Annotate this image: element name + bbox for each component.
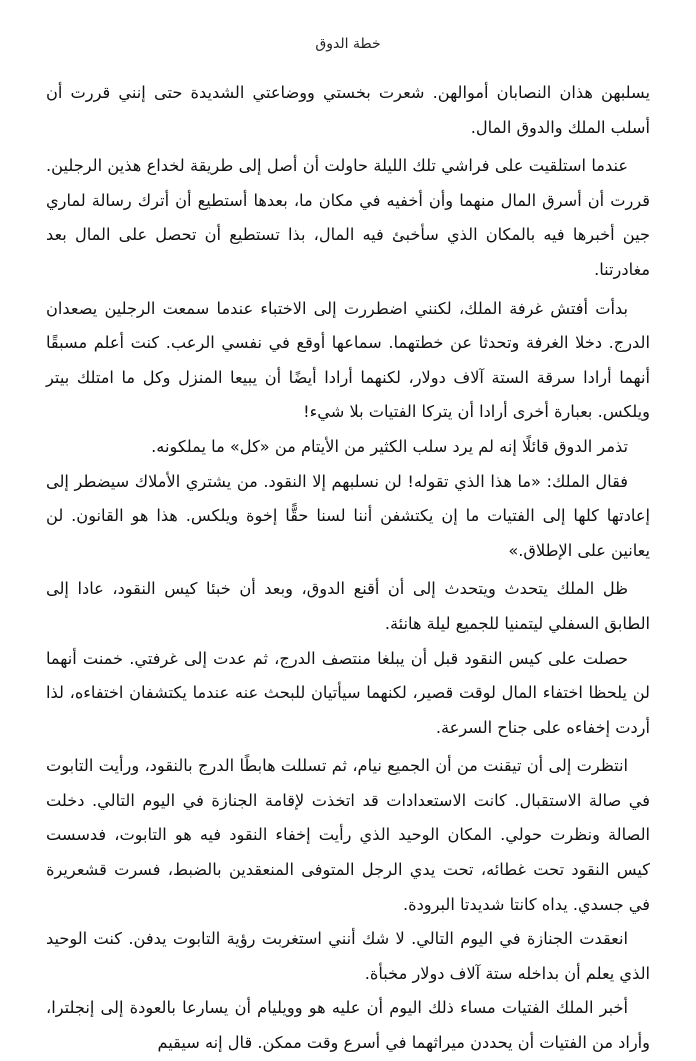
page-body bbox=[46, 76, 650, 1061]
paragraph: عندما استلقيت على فراشي تلك الليلة حاولت أن أصل إلى طريقة لخداع هذين الرجلين. قررت أن أسرق المال منهما وأن أخفيه في مكان ما، بعدها أستطيع أن أترك رسالة لماري جين أخبرها فيه بالمكان الذي سأخبئ فيه المال، بذا تستطيع أن تحصل على المال بعد مغادرتنا. bbox=[46, 156, 650, 279]
paragraph: حصلت على كيس النقود قبل أن يبلغا منتصف الدرج، ثم عدت إلى غرفتي. خمنت أنهما لن يلحظا اختفاء المال لوقت قصير، لكنهما سيأتيان للبحث عنه عندما يكتشفان اختفاءه، لذا أردت إخفاءه على جناح السرعة. bbox=[46, 648, 650, 737]
paragraph: انعقدت الجنازة في اليوم التالي. لا شك أنني استغربت رؤية التابوت يدفن. كنت الوحيد الذي يعلم أن بداخله ستة آلاف دولار مخبأة. bbox=[46, 929, 650, 983]
paragraph: تذمر الدوق قائلًا إنه لم يرد سلب الكثير من الأيتام من «كل» ما يملكونه. bbox=[151, 436, 628, 456]
paragraph: ظل الملك يتحدث ويتحدث إلى أن أقنع الدوق، وبعد أن خبئا كيس النقود، عادا إلى الطابق السفلي ليتمنيا للجميع ليلة هانئة. bbox=[46, 579, 650, 633]
paragraph: انتظرت إلى أن تيقنت من أن الجميع نيام، ثم تسللت هابطًا الدرج بالنقود، ورأيت التابوت في صالة الاستقبال. كانت الاستعدادات قد اتخذت لإقامة الجنازة في اليوم التالي. دخلت الصالة ونظرت حولي. المكان الوحيد الذي رأيت إخفاء النقود فيه هو التابوت، فدسست كيس النقود تحت غطائه، تحت يدي الرجل المتوفى المنعقدين بالضبط، فسرت قشعريرة في جسدي. يداه كانتا شديدتا البرودة. bbox=[46, 756, 650, 914]
paragraph: بدأت أفتش غرفة الملك، لكنني اضطررت إلى الاختباء عندما سمعت الرجلين يصعدان الدرج. دخلا الغرفة وتحدثا عن خطتهما. سماعها أوقع في نفسي الرعب. كنت أعلم مسبقًا أنهما أرادا سرقة الستة آلاف دولار، لكنهما أرادا أيضًا أن يبيعا المنزل وكل ما امتلك بيتر ويلكس. بعبارة أخرى أرادا أن يتركا الفتيات بلا شيء! bbox=[46, 298, 650, 422]
paragraph: فقال الملك: «ما هذا الذي تقوله! لن نسلبهم إلا النقود. من يشتري الأملاك سيضطر إلى إعادتها كلها إلى الفتيات ما إن يكتشفن أننا لسنا حقًّا إخوة ويلكس. هذا هو القانون. لن يعانين على الإطلاق.» bbox=[46, 471, 650, 560]
page-header-title: خطة الدوق bbox=[315, 36, 381, 52]
paragraph: أخبر الملك الفتيات مساء ذلك اليوم أن عليه هو وويليام أن يسارعا بالعودة إلى إنجلترا، وأراد من الفتيات أن يحددن ميراثهما في أسرع وقت ممكن. قال إنه سيقيم bbox=[46, 998, 650, 1053]
paragraph: يسلبهن هذان النصابان أموالهن. شعرت بخستي ووضاعتي الشديدة حتى إنني قررت أن أسلب الملك والدوق المال. bbox=[46, 83, 650, 137]
